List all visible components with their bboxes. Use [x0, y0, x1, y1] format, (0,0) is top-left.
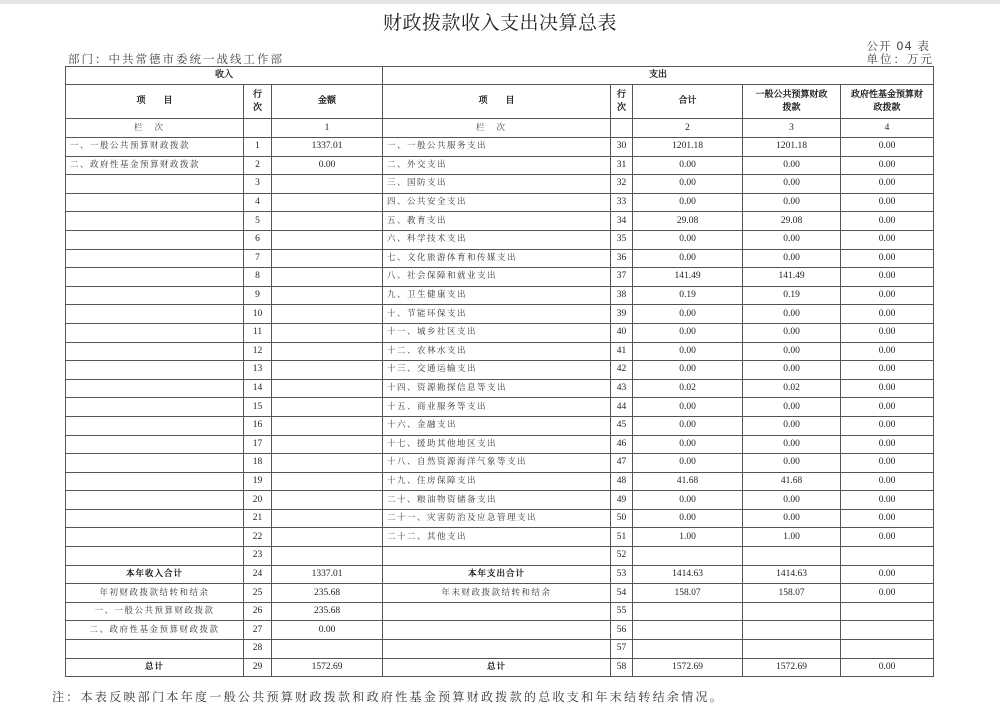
- expense-line: 31: [611, 156, 633, 175]
- income-item: [66, 342, 244, 361]
- income-amount: [272, 379, 383, 398]
- expense-general: 0.00: [743, 509, 841, 528]
- income-item: [66, 268, 244, 287]
- income-amount: [272, 547, 383, 566]
- expense-fund: 0.00: [841, 565, 934, 584]
- expense-general: 1414.63: [743, 565, 841, 584]
- expense-line: 47: [611, 454, 633, 473]
- expense-line: 44: [611, 398, 633, 417]
- expense-general: 0.00: [743, 230, 841, 249]
- expense-fund: 0.00: [841, 342, 934, 361]
- table-row: [66, 547, 934, 566]
- table-row: [66, 156, 934, 175]
- expense-general: [743, 621, 841, 640]
- expense-fund: 0.00: [841, 416, 934, 435]
- income-amount: [272, 491, 383, 510]
- table-row: [66, 454, 934, 473]
- income-line: 5: [244, 212, 272, 231]
- expense-fund: 0.00: [841, 361, 934, 380]
- income-line: 25: [244, 584, 272, 603]
- expense-line: 56: [611, 621, 633, 640]
- expense-item: 十四、资源勘探信息等支出: [383, 379, 611, 398]
- table-row: [66, 379, 934, 398]
- expense-total: 0.00: [633, 491, 743, 510]
- expense-general: 0.00: [743, 435, 841, 454]
- expense-summary-item: 本年支出合计: [383, 565, 611, 584]
- expense-general: 1201.18: [743, 138, 841, 157]
- expense-item: 九、卫生健康支出: [383, 286, 611, 305]
- expense-total: 0.00: [633, 398, 743, 417]
- expense-total: 0.00: [633, 323, 743, 342]
- income-amount: 1337.01: [272, 565, 383, 584]
- expense-item: [383, 547, 611, 566]
- expense-fund: 0.00: [841, 379, 934, 398]
- expense-item: 十二、农林水支出: [383, 342, 611, 361]
- expense-line: 43: [611, 379, 633, 398]
- expense-fund: 0.00: [841, 138, 934, 157]
- expense-total: 1201.18: [633, 138, 743, 157]
- expense-total: 0.00: [633, 249, 743, 268]
- table-row: [66, 528, 934, 547]
- summary-row: [66, 584, 934, 603]
- expense-fund: 0.00: [841, 658, 934, 677]
- expense-line: 46: [611, 435, 633, 454]
- expense-fund: 0.00: [841, 305, 934, 324]
- table-row: [66, 138, 934, 157]
- expense-line: 41: [611, 342, 633, 361]
- income-item: [66, 398, 244, 417]
- expense-general: 1.00: [743, 528, 841, 547]
- col-income-line: 行次: [244, 85, 272, 119]
- income-line: 7: [244, 249, 272, 268]
- expense-general: [743, 547, 841, 566]
- expense-general: 158.07: [743, 584, 841, 603]
- expense-general: 0.00: [743, 193, 841, 212]
- income-amount: [272, 640, 383, 659]
- income-amount: [272, 398, 383, 417]
- income-item: [66, 230, 244, 249]
- income-amount: [272, 435, 383, 454]
- expense-item: 四、公共安全支出: [383, 193, 611, 212]
- income-item: [66, 361, 244, 380]
- table-row: [66, 268, 934, 287]
- expense-general: 0.00: [743, 416, 841, 435]
- income-amount: [272, 361, 383, 380]
- table-row: [66, 416, 934, 435]
- table-row: [66, 323, 934, 342]
- expense-total: 1.00: [633, 528, 743, 547]
- income-amount: 235.68: [272, 602, 383, 621]
- expense-total: 0.00: [633, 305, 743, 324]
- expense-total: 0.00: [633, 230, 743, 249]
- expense-fund: 0.00: [841, 249, 934, 268]
- expense-fund: [841, 621, 934, 640]
- expense-line: 49: [611, 491, 633, 510]
- income-amount: [272, 286, 383, 305]
- income-item: 二、政府性基金预算财政拨款: [66, 156, 244, 175]
- income-line: 2: [244, 156, 272, 175]
- income-summary-item: 年初财政拨款结转和结余: [66, 584, 244, 603]
- expense-fund: 0.00: [841, 398, 934, 417]
- income-line: 18: [244, 454, 272, 473]
- expense-total: 0.00: [633, 342, 743, 361]
- income-line: 3: [244, 175, 272, 194]
- expense-line: 52: [611, 547, 633, 566]
- income-line: 19: [244, 472, 272, 491]
- income-item: [66, 379, 244, 398]
- expense-index-total: 2: [633, 119, 743, 138]
- income-item: [66, 416, 244, 435]
- expense-total: 0.00: [633, 509, 743, 528]
- income-line: 9: [244, 286, 272, 305]
- expense-item: 二十一、灾害防治及应急管理支出: [383, 509, 611, 528]
- income-section-header: 收入: [66, 67, 383, 85]
- table-row: [66, 342, 934, 361]
- income-amount: [272, 268, 383, 287]
- col-expense-general: 一般公共预算财政拨款: [743, 85, 841, 119]
- income-item: [66, 547, 244, 566]
- fiscal-summary-table: [65, 66, 934, 677]
- expense-line: 39: [611, 305, 633, 324]
- expense-line: 48: [611, 472, 633, 491]
- expense-general: 0.00: [743, 156, 841, 175]
- income-line: 26: [244, 602, 272, 621]
- income-line: 1: [244, 138, 272, 157]
- summary-row: [66, 602, 934, 621]
- income-line: 14: [244, 379, 272, 398]
- expense-summary-item: 总计: [383, 658, 611, 677]
- income-amount: 0.00: [272, 621, 383, 640]
- expense-total: 0.00: [633, 454, 743, 473]
- table-row: [66, 398, 934, 417]
- expense-general: 0.00: [743, 454, 841, 473]
- expense-line: 45: [611, 416, 633, 435]
- expense-fund: [841, 602, 934, 621]
- income-item: [66, 472, 244, 491]
- expense-general: 0.19: [743, 286, 841, 305]
- expense-total: 0.00: [633, 416, 743, 435]
- income-amount: [272, 454, 383, 473]
- expense-total: 0.00: [633, 156, 743, 175]
- expense-fund: [841, 547, 934, 566]
- income-item: [66, 435, 244, 454]
- table-row: [66, 212, 934, 231]
- expense-item: 十五、商业服务等支出: [383, 398, 611, 417]
- income-line: 17: [244, 435, 272, 454]
- table-row: [66, 230, 934, 249]
- income-summary-item: 本年收入合计: [66, 565, 244, 584]
- expense-general: 0.00: [743, 175, 841, 194]
- col-expense-item: 项 目: [383, 85, 611, 119]
- expense-general: 29.08: [743, 212, 841, 231]
- table-row: [66, 361, 934, 380]
- income-amount: [272, 342, 383, 361]
- expense-fund: 0.00: [841, 509, 934, 528]
- income-summary-item: 二、政府性基金预算财政拨款: [66, 621, 244, 640]
- expense-item: 五、教育支出: [383, 212, 611, 231]
- income-item: [66, 249, 244, 268]
- expense-general: 0.00: [743, 249, 841, 268]
- income-line: 28: [244, 640, 272, 659]
- expense-item: 六、科学技术支出: [383, 230, 611, 249]
- income-item: [66, 193, 244, 212]
- income-line: 27: [244, 621, 272, 640]
- expense-total: 0.00: [633, 361, 743, 380]
- income-line: 11: [244, 323, 272, 342]
- index-row: [66, 119, 934, 138]
- expense-general: 0.02: [743, 379, 841, 398]
- expense-total: [633, 640, 743, 659]
- income-line: 23: [244, 547, 272, 566]
- expense-item: 十六、金融支出: [383, 416, 611, 435]
- expense-general: 141.49: [743, 268, 841, 287]
- col-expense-fund: 政府性基金预算财政拨款: [841, 85, 934, 119]
- expense-fund: [841, 640, 934, 659]
- income-item: [66, 454, 244, 473]
- table-row: [66, 472, 934, 491]
- expense-item: 十三、交通运输支出: [383, 361, 611, 380]
- col-expense-line: 行次: [611, 85, 633, 119]
- table-row: [66, 175, 934, 194]
- income-amount: [272, 249, 383, 268]
- income-summary-item: 一、一般公共预算财政拨款: [66, 602, 244, 621]
- expense-line: 42: [611, 361, 633, 380]
- expense-total: 141.49: [633, 268, 743, 287]
- income-line: 12: [244, 342, 272, 361]
- expense-index-line: [611, 119, 633, 138]
- expense-fund: 0.00: [841, 323, 934, 342]
- expense-line: 37: [611, 268, 633, 287]
- income-item: [66, 509, 244, 528]
- department-label: 部门：中共常德市委统一战线工作部: [68, 52, 284, 66]
- expense-section-header: 支出: [383, 67, 934, 85]
- income-line: 22: [244, 528, 272, 547]
- income-amount: [272, 230, 383, 249]
- expense-index-label: 栏次: [383, 119, 611, 138]
- income-line: 21: [244, 509, 272, 528]
- expense-line: 57: [611, 640, 633, 659]
- income-index-label: 栏次: [66, 119, 244, 138]
- income-amount: [272, 416, 383, 435]
- column-header-row: [66, 85, 934, 119]
- income-item: [66, 323, 244, 342]
- expense-total: 0.02: [633, 379, 743, 398]
- expense-total: 158.07: [633, 584, 743, 603]
- expense-summary-item: [383, 602, 611, 621]
- expense-item: 二十、粮油物资储备支出: [383, 491, 611, 510]
- expense-fund: 0.00: [841, 193, 934, 212]
- expense-general: 0.00: [743, 398, 841, 417]
- expense-item: 七、文化旅游体育和传媒支出: [383, 249, 611, 268]
- income-amount: [272, 323, 383, 342]
- top-strip: [0, 0, 1000, 4]
- expense-line: 50: [611, 509, 633, 528]
- expense-line: 38: [611, 286, 633, 305]
- income-line: 20: [244, 491, 272, 510]
- income-summary-item: [66, 640, 244, 659]
- expense-general: [743, 602, 841, 621]
- income-line: 24: [244, 565, 272, 584]
- expense-line: 33: [611, 193, 633, 212]
- income-item: [66, 286, 244, 305]
- expense-fund: 0.00: [841, 491, 934, 510]
- expense-fund: 0.00: [841, 268, 934, 287]
- income-item: [66, 212, 244, 231]
- expense-item: 十、节能环保支出: [383, 305, 611, 324]
- income-item: [66, 175, 244, 194]
- col-income-item: 项 目: [66, 85, 244, 119]
- table-row: [66, 193, 934, 212]
- page-title: 财政拨款收入支出决算总表: [382, 12, 617, 34]
- summary-row: [66, 621, 934, 640]
- expense-index-fund: 4: [841, 119, 934, 138]
- expense-fund: 0.00: [841, 286, 934, 305]
- income-item: 一、一般公共预算财政拨款: [66, 138, 244, 157]
- expense-fund: 0.00: [841, 528, 934, 547]
- income-line: 4: [244, 193, 272, 212]
- income-item: [66, 305, 244, 324]
- expense-item: 一、一般公共服务支出: [383, 138, 611, 157]
- income-amount: 235.68: [272, 584, 383, 603]
- expense-line: 51: [611, 528, 633, 547]
- expense-line: 40: [611, 323, 633, 342]
- unit-label: 单位：万元: [866, 52, 934, 66]
- income-line: 8: [244, 268, 272, 287]
- expense-summary-item: [383, 621, 611, 640]
- income-line: 29: [244, 658, 272, 677]
- expense-line: 36: [611, 249, 633, 268]
- expense-item: 二、外交支出: [383, 156, 611, 175]
- form-code: 公开 04 表: [866, 39, 930, 53]
- income-line: 10: [244, 305, 272, 324]
- expense-item: 三、国防支出: [383, 175, 611, 194]
- expense-total: 29.08: [633, 212, 743, 231]
- expense-item: 八、社会保障和就业支出: [383, 268, 611, 287]
- expense-summary-item: [383, 640, 611, 659]
- expense-total: 1572.69: [633, 658, 743, 677]
- footnote: 注：本表反映部门本年度一般公共预算财政拨款和政府性基金预算财政拨款的总收支和年末结转结余情况。: [52, 690, 725, 704]
- col-income-amount: 金额: [272, 85, 383, 119]
- expense-fund: 0.00: [841, 472, 934, 491]
- income-amount: [272, 212, 383, 231]
- expense-general: 0.00: [743, 305, 841, 324]
- expense-fund: 0.00: [841, 212, 934, 231]
- table-row: [66, 509, 934, 528]
- expense-line: 58: [611, 658, 633, 677]
- expense-general: [743, 640, 841, 659]
- expense-item: 十七、援助其他地区支出: [383, 435, 611, 454]
- income-item: [66, 528, 244, 547]
- expense-total: 0.00: [633, 435, 743, 454]
- expense-general: 1572.69: [743, 658, 841, 677]
- summary-row: [66, 658, 934, 677]
- income-amount: 0.00: [272, 156, 383, 175]
- expense-general: 41.68: [743, 472, 841, 491]
- expense-fund: 0.00: [841, 230, 934, 249]
- expense-fund: 0.00: [841, 435, 934, 454]
- expense-line: 32: [611, 175, 633, 194]
- income-amount: [272, 193, 383, 212]
- income-item: [66, 491, 244, 510]
- expense-summary-item: 年末财政拨款结转和结余: [383, 584, 611, 603]
- expense-general: 0.00: [743, 342, 841, 361]
- summary-row: [66, 565, 934, 584]
- table-row: [66, 305, 934, 324]
- income-amount: 1337.01: [272, 138, 383, 157]
- table-row: [66, 491, 934, 510]
- expense-fund: 0.00: [841, 584, 934, 603]
- expense-index-general: 3: [743, 119, 841, 138]
- expense-line: 53: [611, 565, 633, 584]
- expense-general: 0.00: [743, 491, 841, 510]
- expense-general: 0.00: [743, 323, 841, 342]
- table-row: [66, 249, 934, 268]
- expense-total: 1414.63: [633, 565, 743, 584]
- income-summary-item: 总计: [66, 658, 244, 677]
- income-index-line: [244, 119, 272, 138]
- expense-item: 十九、住房保障支出: [383, 472, 611, 491]
- income-line: 13: [244, 361, 272, 380]
- income-amount: [272, 509, 383, 528]
- expense-total: 41.68: [633, 472, 743, 491]
- expense-line: 30: [611, 138, 633, 157]
- summary-row: [66, 640, 934, 659]
- table-row: [66, 286, 934, 305]
- expense-line: 54: [611, 584, 633, 603]
- income-line: 6: [244, 230, 272, 249]
- income-index-amount: 1: [272, 119, 383, 138]
- expense-line: 55: [611, 602, 633, 621]
- table-row: [66, 435, 934, 454]
- income-amount: [272, 305, 383, 324]
- section-header-row: [66, 67, 934, 85]
- expense-total: [633, 621, 743, 640]
- expense-fund: 0.00: [841, 454, 934, 473]
- expense-total: 0.00: [633, 193, 743, 212]
- expense-total: [633, 547, 743, 566]
- income-line: 16: [244, 416, 272, 435]
- expense-general: 0.00: [743, 361, 841, 380]
- expense-item: 十一、城乡社区支出: [383, 323, 611, 342]
- income-amount: 1572.69: [272, 658, 383, 677]
- income-amount: [272, 472, 383, 491]
- expense-fund: 0.00: [841, 156, 934, 175]
- expense-fund: 0.00: [841, 175, 934, 194]
- expense-total: 0.00: [633, 175, 743, 194]
- expense-item: 十八、自然资源海洋气象等支出: [383, 454, 611, 473]
- expense-item: 二十二、其他支出: [383, 528, 611, 547]
- expense-total: 0.19: [633, 286, 743, 305]
- expense-line: 35: [611, 230, 633, 249]
- income-amount: [272, 175, 383, 194]
- col-expense-total: 合计: [633, 85, 743, 119]
- income-amount: [272, 528, 383, 547]
- expense-line: 34: [611, 212, 633, 231]
- income-line: 15: [244, 398, 272, 417]
- expense-total: [633, 602, 743, 621]
